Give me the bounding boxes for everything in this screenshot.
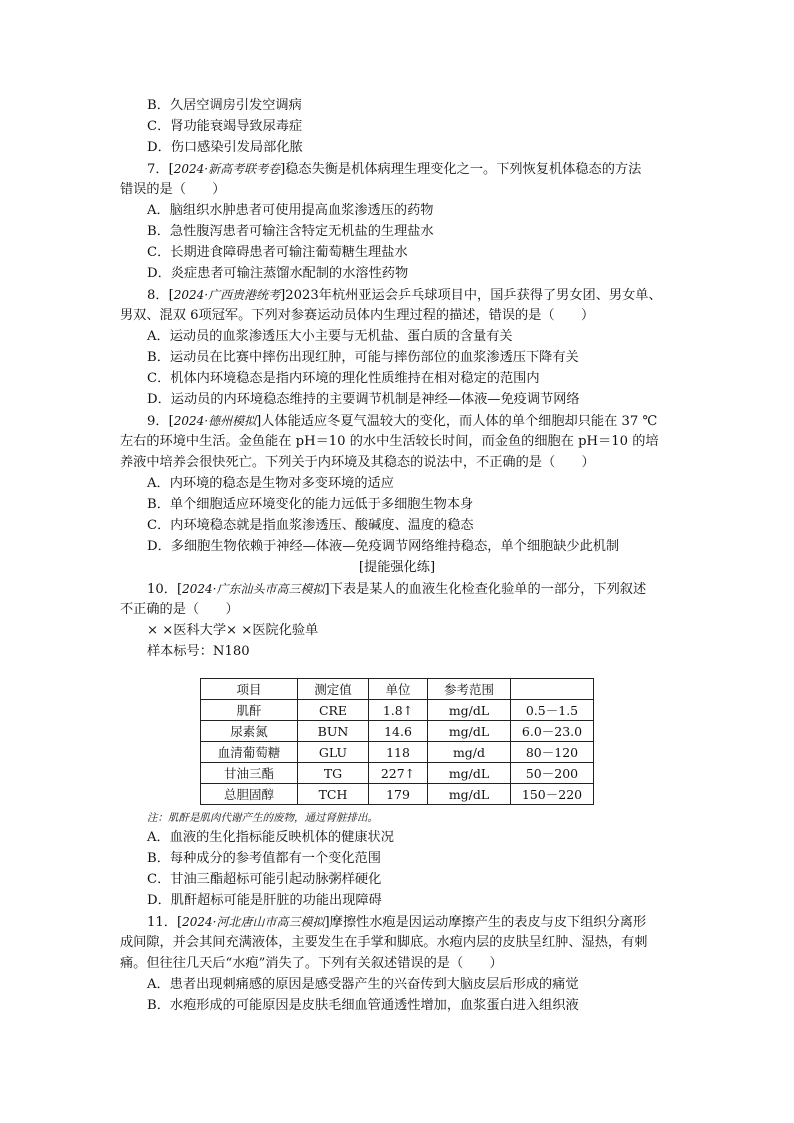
table-cell: GLU [298,742,369,763]
table-cell: 6.0－23.0 [511,721,594,742]
table-cell: mg/dL [428,700,511,721]
option-line: C．内环境稳态就是指血浆渗透压、酸碱度、温度的稳态 [147,518,474,533]
question-source: 2024·新高考联考卷 [173,162,281,176]
question-text-line: 男双、混双 6项冠军。下列对参赛运动员体内生理过程的描述，错误的是（ ） [120,308,595,323]
option-line: B．每种成分的参考值都有一个变化范围 [147,851,381,866]
question-source: 2024·广东汕头市高三模拟 [182,582,325,596]
question-text-line: 痛。但往往几天后“水疱”消失了。下列有关叙述错误的是（ ） [120,956,503,971]
question-text: ]摩擦性水疱是因运动摩擦产生的表皮与皮下组织分离形 [324,915,647,930]
section-heading: [提能强化练] [358,560,436,575]
option-line: A．运动员的血浆渗透压大小主要与无机盐、蛋白质的含量有关 [147,329,513,344]
table-cell: 14.6 [369,721,428,742]
option-line: C．肾功能衰竭导致尿毒症 [147,119,303,134]
table-header-cell [511,679,594,700]
table-row [201,721,594,742]
question-source: 2024·广西贵港统考 [173,288,281,302]
table-cell: TCH [298,784,369,805]
option-line: A．内环境的稳态是生物对多变环境的适应 [147,476,394,491]
question-8-stem [147,286,662,305]
table-header-cell: 测定值 [298,679,369,700]
question-7-stem [147,160,641,179]
sample-number: 样本标号：N180 [147,644,250,659]
lab-report-table [200,678,594,805]
option-line: C．甘油三酯超标可能引起动脉粥样硬化 [147,872,382,887]
table-header-row [201,679,594,700]
question-text-line: 不正确的是（ ） [120,602,239,617]
question-number: 7．[ [147,162,174,177]
table-cell: mg/dL [428,763,511,784]
table-cell: 甘油三酯 [201,763,298,784]
table-cell: 血清葡萄糖 [201,742,298,763]
table-cell: mg/dL [428,784,511,805]
question-source: 2024·德州模拟 [173,414,257,428]
table-cell: 118 [369,742,428,763]
question-number: 9．[ [147,414,174,429]
table-cell: TG [298,763,369,784]
question-text: ]下表是某人的血液生化检查化验单的一部分，下列叙述 [324,582,647,597]
table-note: 注：肌酐是肌肉代谢产生的废物，通过肾脏排出。 [147,812,378,824]
question-number: 8．[ [147,288,174,303]
option-line: D．运动员的内环境稳态维持的主要调节机制是神经—体液—免疫调节网络 [147,392,580,407]
question-text-line: 错误的是（ ） [120,182,226,197]
option-line: B．久居空调房引发空调病 [147,98,302,113]
table-row [201,700,594,721]
table-cell: 80－120 [511,742,594,763]
option-line: D．多细胞生物依赖于神经—体液—免疫调节网络维持稳态，单个细胞缺少此机制 [147,539,620,554]
question-number: 10．[ [147,582,183,597]
table-cell: 0.5－1.5 [511,700,594,721]
table-row [201,742,594,763]
question-11-stem [147,913,646,932]
question-text: ]稳态失衡是机体病理生理变化之一。下列恢复机体稳态的方法 [280,162,642,177]
option-line: A．血液的生化指标能反映机体的健康状况 [147,830,394,845]
table-row [201,784,594,805]
table-cell: 150－220 [511,784,594,805]
question-source: 2024·河北唐山市高三模拟 [182,915,325,929]
option-line: B．水疱形成的可能原因是皮肤毛细血管通透性增加，血浆蛋白进入组织液 [147,998,579,1013]
question-9-stem [147,412,657,431]
table-cell: mg/dL [428,721,511,742]
option-line: B．单个细胞适应环境变化的能力远低于多细胞生物本身 [147,497,474,512]
question-text-line: 养液中培养会很快死亡。下列关于内环境及其稳态的说法中，不正确的是（ ） [120,455,595,470]
table-header-cell: 参考范围 [428,679,511,700]
question-text: ]人体能适应冬夏气温较大的变化，而人体的单个细胞却只能在 37 ℃ [256,414,658,429]
table-cell: mg/d [428,742,511,763]
table-cell: 50－200 [511,763,594,784]
table-cell: 肌酐 [201,700,298,721]
table-cell: CRE [298,700,369,721]
table-cell: 总胆固醇 [201,784,298,805]
option-line: B．急性腹泻患者可输注含特定无机盐的生理盐水 [147,224,434,239]
table-row [201,763,594,784]
table-cell: 尿素氮 [201,721,298,742]
option-line: D．炎症患者可输注蒸馏水配制的水溶性药物 [147,266,409,281]
table-cell: 1.8↑ [369,700,428,721]
option-line: A．脑组织水肿患者可使用提高血浆渗透压的药物 [147,203,434,218]
option-line: C．机体内环境稳态是指内环境的理化性质维持在相对稳定的范围内 [147,371,540,386]
option-line: C．长期进食障碍患者可输注葡萄糖生理盐水 [147,245,408,260]
question-text: ]2023年杭州亚运会乒乓球项目中，国乒获得了男女团、男女单、 [280,288,662,303]
option-line: D．肌酐超标可能是肝脏的功能出现障碍 [147,893,382,908]
table-header-cell: 单位 [369,679,428,700]
table-cell: BUN [298,721,369,742]
question-text-line: 成间隙，并会其间充满液体，主要发生在手掌和脚底。水疱内层的皮肤呈红肿、湿热，有刺 [120,935,648,950]
option-line: D．伤口感染引发局部化脓 [147,140,303,155]
option-line: B．运动员在比赛中摔伤出现红肿，可能与摔伤部位的血浆渗透压下降有关 [147,350,579,365]
option-line: A．患者出现刺痛感的原因是感受器产生的兴奋传到大脑皮层后形成的痛觉 [147,977,579,992]
question-text-line: 左右的环境中生活。金鱼能在 pH＝10 的水中生活较长时间，而金鱼的细胞在 pH＝10 的培 [120,434,659,449]
question-number: 11．[ [147,915,183,930]
question-10-stem [147,580,646,599]
table-cell: 227↑ [369,763,428,784]
table-cell: 179 [369,784,428,805]
report-title: × ×医科大学× ×医院化验单 [147,623,319,638]
table-header-cell: 项目 [201,679,298,700]
